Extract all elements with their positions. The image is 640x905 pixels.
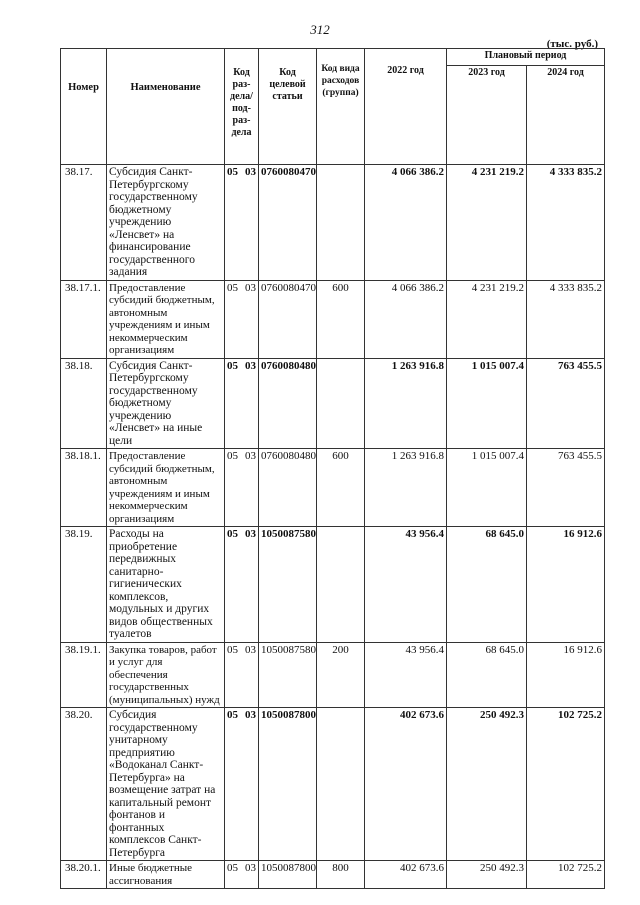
row-amount-2024: 763 455.5 (527, 358, 605, 449)
row-vid-rash (317, 165, 365, 281)
row-amount-2024: 4 333 835.2 (527, 280, 605, 358)
row-number: 38.19. (61, 527, 107, 643)
header-cel-stat: Код целевой статьи (259, 49, 317, 165)
row-rz: 05 (227, 450, 238, 462)
row-razdel (225, 708, 259, 861)
row-amount-2022: 4 066 386.2 (365, 165, 447, 281)
row-cel-stat: 1050087580 (259, 527, 317, 643)
row-cel-stat: 1050087800 (259, 708, 317, 861)
row-razdel (225, 527, 259, 643)
row-amount-2024: 16 912.6 (527, 642, 605, 708)
row-cel-stat: 1050087580 (259, 642, 317, 708)
row-prz: 03 (245, 643, 256, 656)
row-number: 38.17. (61, 165, 107, 281)
budget-table (60, 48, 605, 889)
row-name: Предоставление субсидий бюджетным, автономным учреждениям и иным некоммерческим организациям (107, 449, 225, 527)
row-amount-2024: 102 725.2 (527, 861, 605, 889)
row-amount-2023: 68 645.0 (447, 527, 527, 643)
row-rz: 05 (227, 359, 238, 372)
row-amount-2024: 102 725.2 (527, 708, 605, 861)
row-amount-2024: 16 912.6 (527, 527, 605, 643)
row-razdel (225, 449, 259, 527)
row-razdel (225, 861, 259, 889)
header-razdel: Код раз-дела/под-раз-дела (225, 49, 259, 165)
header-2023: 2023 год (447, 66, 527, 165)
row-amount-2022: 402 673.6 (365, 708, 447, 861)
page-number: 312 (310, 22, 330, 37)
row-number: 38.17.1. (61, 280, 107, 358)
row-number: 38.20. (61, 708, 107, 861)
table-row (61, 642, 605, 708)
header-plan-period: Плановый период (447, 49, 605, 66)
row-cel-stat: 0760080480 (259, 449, 317, 527)
row-name: Субсидия государственному унитарному предприятию «Водоканал Санкт-Петербурга» на возмещение затрат на капитальный ремонт фонтанов и фонтанных комплексов Санкт-Петербурга (107, 708, 225, 861)
row-amount-2023: 68 645.0 (447, 642, 527, 708)
row-amount-2022: 402 673.6 (365, 861, 447, 889)
row-amount-2022: 43 956.4 (365, 527, 447, 643)
row-cel-stat: 0760080470 (259, 280, 317, 358)
row-amount-2023: 4 231 219.2 (447, 165, 527, 281)
row-prz: 03 (245, 528, 256, 540)
row-number: 38.18. (61, 358, 107, 449)
row-vid-rash (317, 358, 365, 449)
row-prz: 03 (245, 709, 256, 721)
row-amount-2022: 1 263 916.8 (365, 449, 447, 527)
header-2022: 2022 год (365, 49, 447, 165)
row-vid-rash: 200 (317, 642, 365, 708)
row-name: Расходы на приобретение передвижных санитарно-гигиенических комплексов, модульных и других видов общественных туалетов (107, 527, 225, 643)
row-vid-rash: 600 (317, 449, 365, 527)
table-row (61, 165, 605, 281)
header-name: Наименование (107, 49, 225, 165)
row-rz: 05 (227, 528, 238, 540)
row-amount-2022: 1 263 916.8 (365, 358, 447, 449)
row-vid-rash (317, 708, 365, 861)
row-amount-2023: 4 231 219.2 (447, 280, 527, 358)
row-cel-stat: 1050087800 (259, 861, 317, 889)
row-vid-rash: 800 (317, 861, 365, 889)
row-name: Субсидия Санкт-Петербургскому государственному бюджетному учреждению «Ленсвет» на финансирование государственного задания (107, 165, 225, 281)
row-amount-2024: 763 455.5 (527, 449, 605, 527)
row-razdel (225, 280, 259, 358)
row-prz: 03 (245, 166, 256, 178)
header-2024: 2024 год (527, 66, 605, 165)
row-name: Предоставление субсидий бюджетным, автономным учреждениям и иным некоммерческим организациям (107, 280, 225, 358)
table-row (61, 708, 605, 861)
row-rz: 05 (227, 709, 238, 721)
row-rz: 05 (227, 166, 238, 178)
row-number: 38.19.1. (61, 642, 107, 708)
row-prz: 03 (245, 281, 256, 294)
row-amount-2023: 250 492.3 (447, 708, 527, 861)
table-row (61, 527, 605, 643)
table-row (61, 280, 605, 358)
row-name: Субсидия Санкт-Петербургскому государственному бюджетному учреждению «Ленсвет» на иные цели (107, 358, 225, 449)
header-number: Номер (61, 49, 107, 165)
row-amount-2023: 1 015 007.4 (447, 358, 527, 449)
row-number: 38.18.1. (61, 449, 107, 527)
row-rz: 05 (227, 862, 238, 874)
header-vid-rash: Код вида расходов (группа) (317, 49, 365, 165)
table-row (61, 358, 605, 449)
row-rz: 05 (227, 643, 238, 656)
table-row (61, 449, 605, 527)
row-amount-2024: 4 333 835.2 (527, 165, 605, 281)
table-row (61, 861, 605, 889)
row-cel-stat: 0760080470 (259, 165, 317, 281)
row-amount-2023: 250 492.3 (447, 861, 527, 889)
row-razdel (225, 358, 259, 449)
row-number: 38.20.1. (61, 861, 107, 889)
row-amount-2022: 4 066 386.2 (365, 280, 447, 358)
row-name: Закупка товаров, работ и услуг для обеспечения государственных (муниципальных) нужд (107, 642, 225, 708)
row-razdel (225, 165, 259, 281)
row-prz: 03 (245, 359, 256, 372)
units-label: (тыс. руб.) (546, 38, 598, 50)
row-cel-stat: 0760080480 (259, 358, 317, 449)
row-vid-rash (317, 527, 365, 643)
row-name: Иные бюджетные ассигнования (107, 861, 225, 889)
row-vid-rash: 600 (317, 280, 365, 358)
row-amount-2023: 1 015 007.4 (447, 449, 527, 527)
row-rz: 05 (227, 281, 238, 294)
row-prz: 03 (245, 862, 256, 874)
row-amount-2022: 43 956.4 (365, 642, 447, 708)
row-prz: 03 (245, 450, 256, 462)
row-razdel (225, 642, 259, 708)
